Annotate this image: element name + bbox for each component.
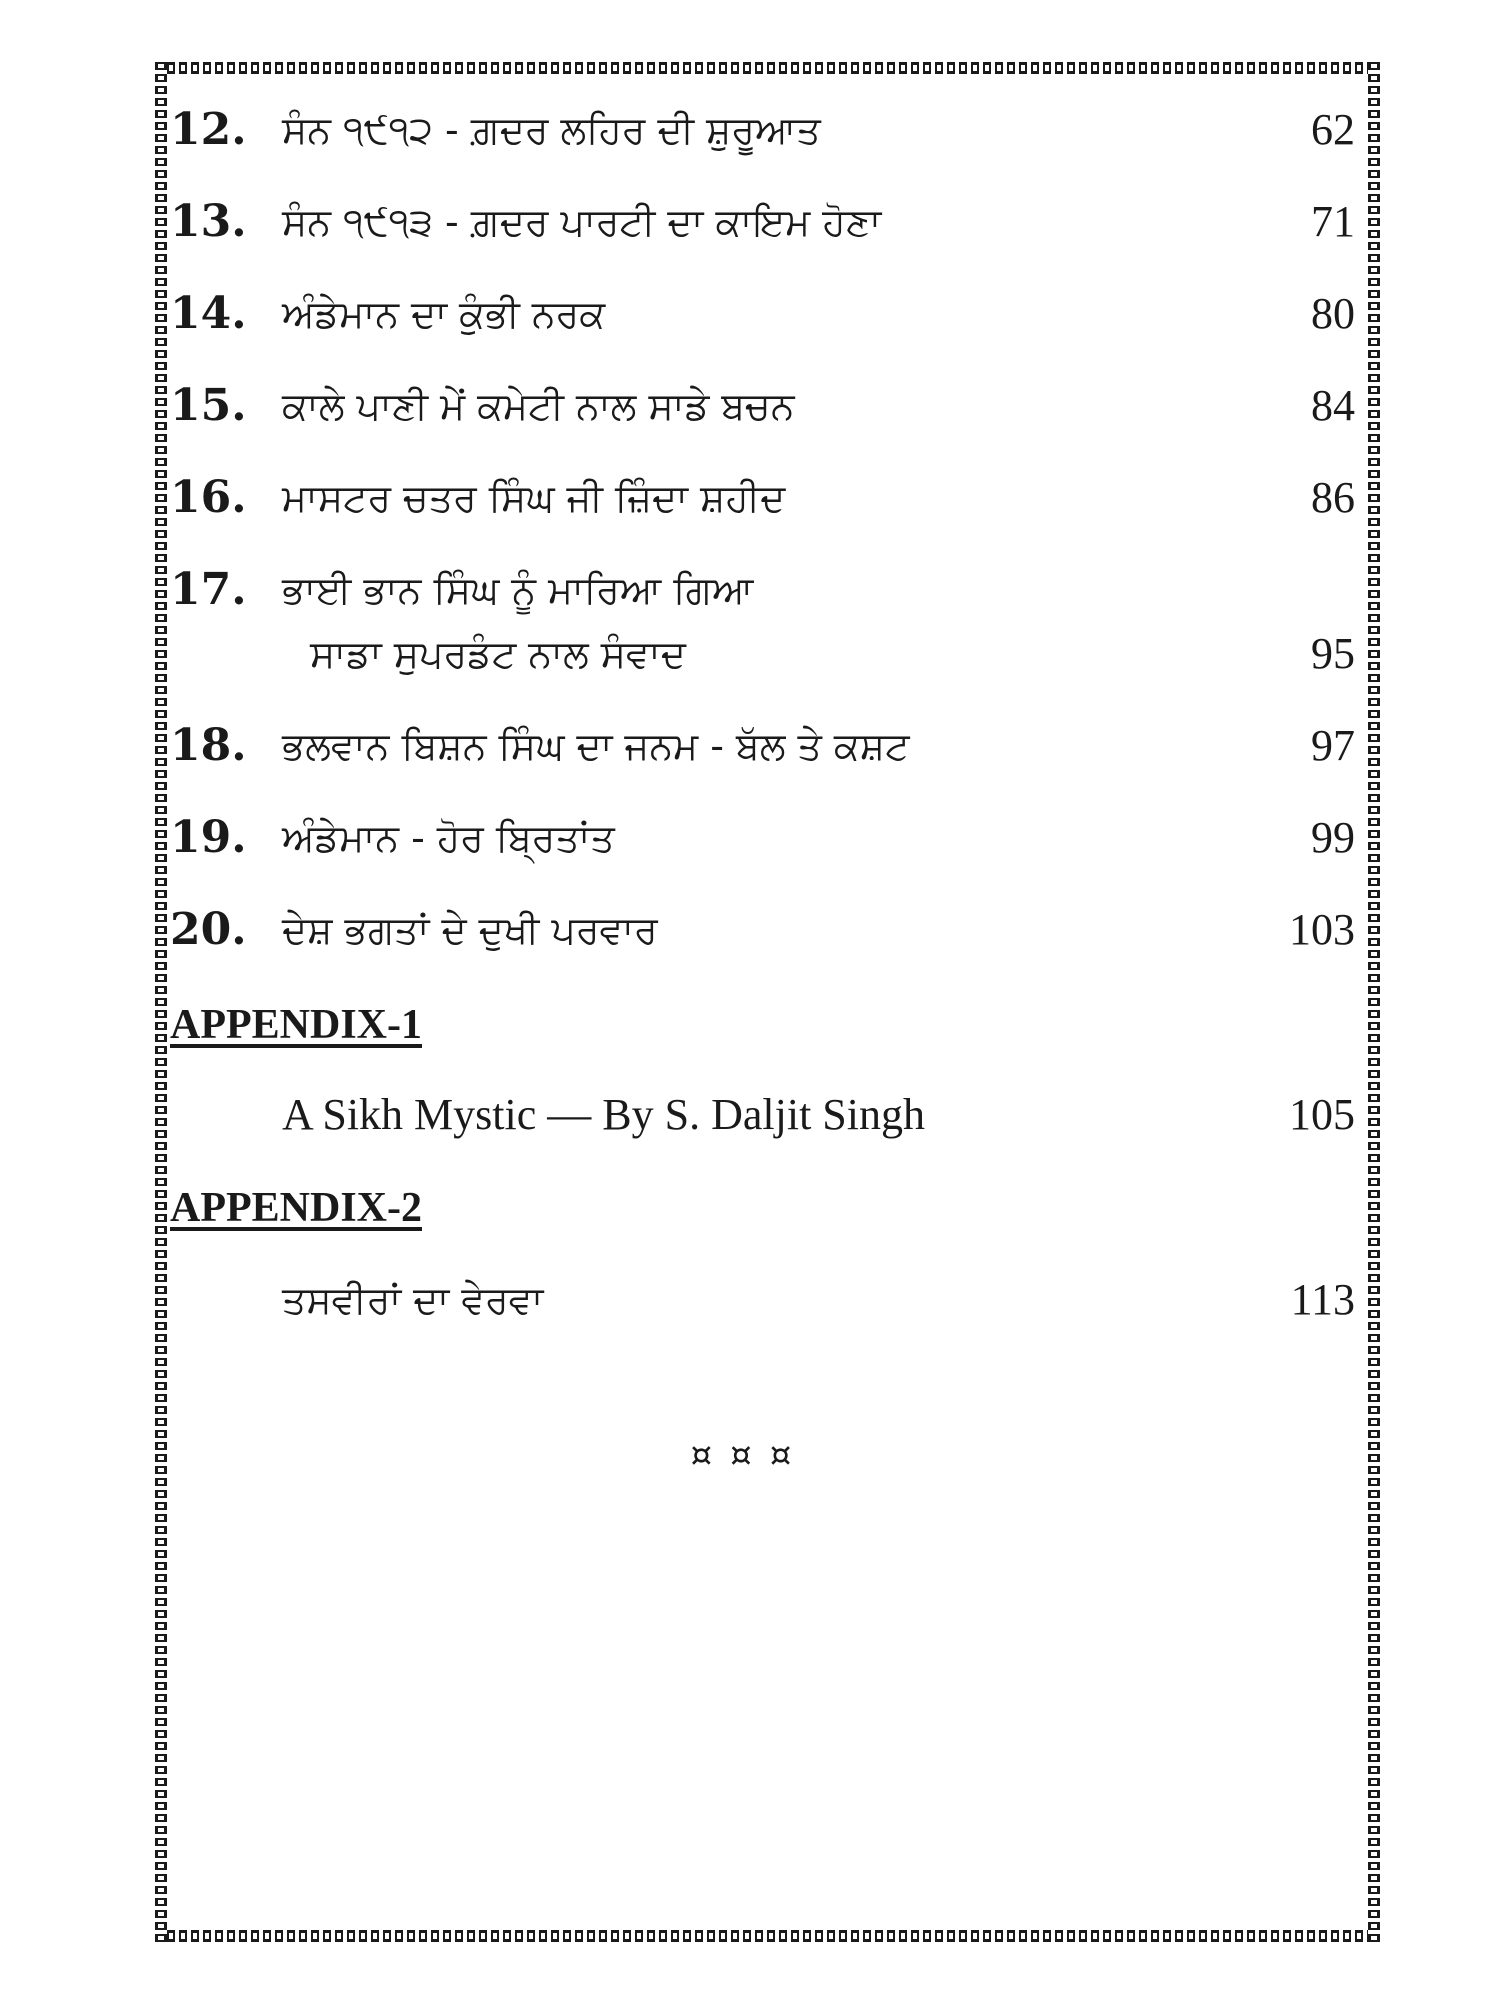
border-top [155, 62, 1380, 74]
entry-number: 16. [170, 472, 247, 523]
toc-entry-15 [170, 371, 1355, 441]
entry-number: 18. [170, 720, 247, 771]
appendix-2-page: 113 [1290, 1275, 1355, 1324]
toc-entry-14 [170, 279, 1355, 349]
entry-number: 13. [170, 196, 247, 247]
entry-number: 14. [170, 288, 247, 339]
entry-title-continued: ਸਾਡਾ ਸੁਪਰਡੰਟ ਨਾਲ ਸੰਵਾਦ [310, 632, 686, 676]
entry-title: ਦੇਸ਼ ਭਗਤਾਂ ਦੇ ਦੁਖੀ ਪਰਵਾਰ [282, 908, 658, 952]
entry-page: 80 [1311, 289, 1355, 338]
entry-number: 17. [170, 564, 247, 615]
entry-title: ਸੰਨ ੧੯੧੩ - ਗ਼ਦਰ ਪਾਰਟੀ ਦਾ ਕਾਇਮ ਹੋਣਾ [282, 200, 882, 244]
border-left [155, 62, 167, 1942]
entry-number: 20. [170, 904, 247, 955]
end-ornament: ¤¤¤ [690, 1435, 810, 1475]
entry-page: 97 [1311, 721, 1355, 770]
entry-page: 95 [1311, 629, 1355, 678]
border-right [1368, 62, 1380, 1942]
entry-page: 103 [1289, 905, 1355, 954]
appendix-1-title: A Sikh Mystic — By S. Daljit Singh [282, 1090, 925, 1139]
entry-title: ਭਲਵਾਨ ਬਿਸ਼ਨ ਸਿੰਘ ਦਾ ਜਨਮ - ਬੱਲ ਤੇ ਕਸ਼ਟ [282, 724, 910, 768]
entry-page: 62 [1311, 105, 1355, 154]
entry-title: ਸੰਨ ੧੯੧੨ - ਗ਼ਦਰ ਲਹਿਰ ਦੀ ਸ਼ੁਰੂਆਤ [282, 108, 821, 152]
appendix-1-entry [170, 1080, 1355, 1150]
entry-title: ਭਾਈ ਭਾਨ ਸਿੰਘ ਨੂੰ ਮਾਰਿਆ ਗਿਆ [282, 568, 754, 612]
entry-title: ਕਾਲੇ ਪਾਣੀ ਮੇਂ ਕਮੇਟੀ ਨਾਲ ਸਾਡੇ ਬਚਨ [282, 384, 795, 428]
entry-number: 19. [170, 812, 247, 863]
border-bottom [155, 1930, 1380, 1942]
toc-entry-12 [170, 95, 1355, 165]
toc-entry-17 [170, 555, 1355, 689]
entry-page: 71 [1311, 197, 1355, 246]
entry-title: ਅੰਡੇਮਾਨ ਦਾ ਕੁੰਭੀ ਨਰਕ [282, 292, 606, 336]
entry-number: 12. [170, 104, 247, 155]
entry-page: 99 [1311, 813, 1355, 862]
appendix-1-page: 105 [1289, 1090, 1355, 1139]
entry-title: ਮਾਸਟਰ ਚਤਰ ਸਿੰਘ ਜੀ ਜ਼ਿੰਦਾ ਸ਼ਹੀਦ [282, 476, 786, 520]
toc-entry-19 [170, 803, 1355, 873]
appendix-2-title: ਤਸਵੀਰਾਂ ਦਾ ਵੇਰਵਾ [282, 1278, 544, 1322]
toc-entry-13 [170, 187, 1355, 257]
entry-page: 84 [1311, 381, 1355, 430]
appendix-2-entry [170, 1265, 1355, 1335]
appendix-1-heading: APPENDIX-1 [170, 1002, 422, 1048]
toc-entry-20 [170, 895, 1355, 965]
entry-title: ਅੰਡੇਮਾਨ - ਹੋਰ ਬ੍ਰਿਤਾਂਤ [282, 816, 615, 860]
toc-entry-18 [170, 711, 1355, 781]
entry-number: 15. [170, 380, 247, 431]
appendix-2-heading: APPENDIX-2 [170, 1185, 422, 1231]
entry-page: 86 [1311, 473, 1355, 522]
toc-entry-16 [170, 463, 1355, 533]
